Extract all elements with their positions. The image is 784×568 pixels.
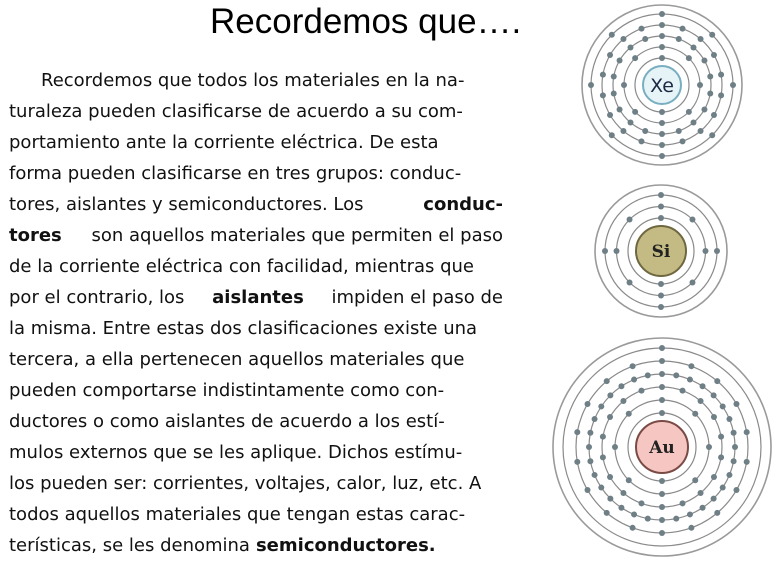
paragraph [9, 65, 503, 561]
text-line-content: de la corriente eléctrica con facilidad, mientras que [9, 256, 475, 277]
electron [711, 52, 717, 58]
electron [732, 444, 738, 450]
electron [731, 430, 737, 436]
electron [680, 138, 686, 144]
text-line [9, 530, 503, 561]
electron [598, 403, 604, 409]
electron [698, 490, 704, 496]
electron [659, 153, 665, 159]
text-line [9, 251, 503, 282]
electron [600, 434, 606, 440]
electron [744, 459, 750, 465]
electron [659, 478, 665, 484]
text-line [9, 282, 503, 313]
electron [645, 516, 651, 522]
electron [659, 22, 665, 28]
electron [698, 128, 704, 134]
electron [687, 377, 693, 383]
electron [714, 510, 720, 516]
electron [620, 128, 626, 134]
bold-term-semiconductores: semiconductores. [255, 535, 436, 556]
electron [617, 58, 623, 64]
text-line [9, 437, 503, 468]
electron [680, 388, 686, 394]
text-line-content: tores, aislantes y semiconductores. Los [9, 194, 364, 215]
electron [600, 454, 606, 460]
electron [585, 401, 591, 407]
text-line-content: portamiento ante la corriente eléctrica. De esta [9, 132, 439, 153]
electron [638, 26, 644, 32]
electron [659, 410, 665, 416]
electron [659, 491, 665, 497]
xenon-atom-diagram [580, 3, 744, 167]
electron [718, 72, 724, 78]
electron [659, 504, 665, 510]
bold-term-conductores-end: tores [9, 225, 62, 246]
electron [703, 248, 709, 254]
electron [680, 500, 686, 506]
electron [676, 128, 682, 134]
electron [700, 383, 706, 389]
electron [618, 383, 624, 389]
electron [730, 82, 736, 88]
electron [726, 416, 732, 422]
electron [631, 377, 637, 383]
electron [697, 82, 703, 88]
electron [711, 414, 717, 420]
electron [638, 388, 644, 394]
electron [659, 397, 665, 403]
electron [621, 82, 627, 88]
text-line [9, 127, 503, 158]
electron [612, 444, 618, 450]
electron [718, 92, 724, 98]
text-line-content: forma pueden clasificarse en tres grupos: conduc- [9, 163, 462, 184]
electron [587, 458, 593, 464]
electron [587, 430, 593, 436]
text-line [9, 375, 503, 406]
electron [609, 132, 615, 138]
electron [711, 112, 717, 118]
electron [689, 217, 695, 223]
electron [626, 411, 632, 417]
electron [720, 485, 726, 491]
electron [720, 403, 726, 409]
electron [620, 398, 626, 404]
text-line [9, 499, 503, 530]
electron [659, 44, 665, 50]
electron [698, 398, 704, 404]
electron [620, 36, 626, 42]
text-line [9, 158, 503, 189]
electron [733, 487, 739, 493]
text-line-content: ductores o como aislantes de acuerdo a los estí- [9, 411, 445, 432]
electron [638, 138, 644, 144]
electron [686, 109, 692, 115]
electron [645, 372, 651, 378]
electron [658, 192, 664, 198]
electron [628, 120, 634, 126]
electron [659, 33, 665, 39]
electron [726, 472, 732, 478]
electron [585, 487, 591, 493]
electron [626, 477, 632, 483]
electron [714, 378, 720, 384]
electron [688, 363, 694, 369]
electron [574, 429, 580, 435]
electron [598, 485, 604, 491]
electron [631, 511, 637, 517]
text-line [9, 65, 503, 96]
text-line-content: Recordemos que todos los materiales en la na- [41, 70, 465, 91]
electron [574, 459, 580, 465]
electron [658, 215, 664, 221]
electron [686, 55, 692, 61]
text-line [9, 406, 503, 437]
electron [588, 82, 594, 88]
electron [658, 293, 664, 299]
text-line [9, 220, 503, 251]
electron [700, 505, 706, 511]
electron [627, 217, 633, 223]
page-title: Recordemos que…. [210, 2, 522, 41]
electron [592, 416, 598, 422]
electron [691, 120, 697, 126]
electron [659, 358, 665, 364]
electron [659, 11, 665, 17]
electron [607, 112, 613, 118]
electron [709, 32, 715, 38]
electron [714, 248, 720, 254]
electron [680, 26, 686, 32]
text-line-content: mulos externos que se les aplique. Dichos estímu- [9, 442, 463, 463]
electron [744, 429, 750, 435]
electron [659, 142, 665, 148]
text-line [9, 344, 503, 375]
electron [687, 511, 693, 517]
text-line [9, 468, 503, 499]
electron [607, 474, 613, 480]
electron [659, 384, 665, 390]
electron [701, 58, 707, 64]
bold-term-conductores: conduc- [423, 194, 503, 215]
text-line-content: todos aquellos materiales que tengan estas carac- [9, 504, 466, 525]
gold-atom-diagram [551, 336, 773, 558]
electron [604, 378, 610, 384]
electron [707, 73, 713, 79]
text-line-content: tercera, a ella pertenecen aquellos materiales que [9, 349, 465, 370]
electron [659, 120, 665, 126]
electron [611, 73, 617, 79]
electron [692, 411, 698, 417]
electron [627, 279, 633, 285]
electron [658, 204, 664, 210]
electron [600, 72, 606, 78]
electron [718, 454, 724, 460]
text-line-content: son aquellos materiales que permiten el paso [91, 225, 503, 246]
electron [620, 490, 626, 496]
electron [592, 472, 598, 478]
electron [659, 517, 665, 523]
electron [604, 510, 610, 516]
electron [600, 92, 606, 98]
electron [707, 91, 713, 97]
electron [642, 128, 648, 134]
electron [673, 372, 679, 378]
text-line-content: terísticas, se les denomina [9, 535, 250, 556]
electron [607, 52, 613, 58]
electron [586, 444, 592, 450]
electron [602, 248, 608, 254]
silicon-atom-diagram [593, 183, 729, 319]
electron [711, 392, 717, 398]
electron [691, 44, 697, 50]
electron [658, 304, 664, 310]
electron [632, 55, 638, 61]
electron [698, 36, 704, 42]
text-line-content: turaleza pueden clasificarse de acuerdo a su com- [9, 101, 463, 122]
electron [659, 371, 665, 377]
electron [706, 444, 712, 450]
electron [607, 414, 613, 420]
electron [607, 392, 613, 398]
electron [718, 434, 724, 440]
electron [659, 530, 665, 536]
text-line-content: la misma. Entre estas dos clasificaciones existe una [9, 318, 478, 339]
electron [658, 281, 664, 287]
electron [659, 55, 665, 61]
electron [614, 248, 620, 254]
electron [711, 496, 717, 502]
electron [709, 132, 715, 138]
text-line [9, 189, 503, 220]
text-line-content: impiden el paso de [331, 287, 503, 308]
electron [659, 131, 665, 137]
electron [731, 458, 737, 464]
text-line [9, 313, 503, 344]
electron [638, 500, 644, 506]
electron [628, 44, 634, 50]
electron [611, 91, 617, 97]
electron [701, 107, 707, 113]
electron [688, 525, 694, 531]
electron [630, 363, 636, 369]
electron [711, 474, 717, 480]
gold-symbol: Au [649, 438, 675, 458]
electron [642, 36, 648, 42]
text-line-content: pueden comportarse indistintamente como con- [9, 380, 445, 401]
text-line-content: los pueden ser: corrientes, voltajes, calor, luz, etc. A [9, 473, 482, 494]
electron [630, 525, 636, 531]
text-line-content: por el contrario, los [9, 287, 185, 308]
xenon-symbol: Xe [650, 75, 674, 97]
electron [618, 505, 624, 511]
electron [733, 401, 739, 407]
electron [607, 496, 613, 502]
bold-term-aislantes: aislantes [212, 287, 304, 308]
silicon-symbol: Si [651, 242, 671, 262]
electron [676, 36, 682, 42]
electron [659, 345, 665, 351]
electron [692, 477, 698, 483]
electron [673, 516, 679, 522]
electron [689, 279, 695, 285]
electron [659, 109, 665, 115]
electron [632, 109, 638, 115]
text-line [9, 96, 503, 127]
electron [609, 32, 615, 38]
electron [617, 107, 623, 113]
